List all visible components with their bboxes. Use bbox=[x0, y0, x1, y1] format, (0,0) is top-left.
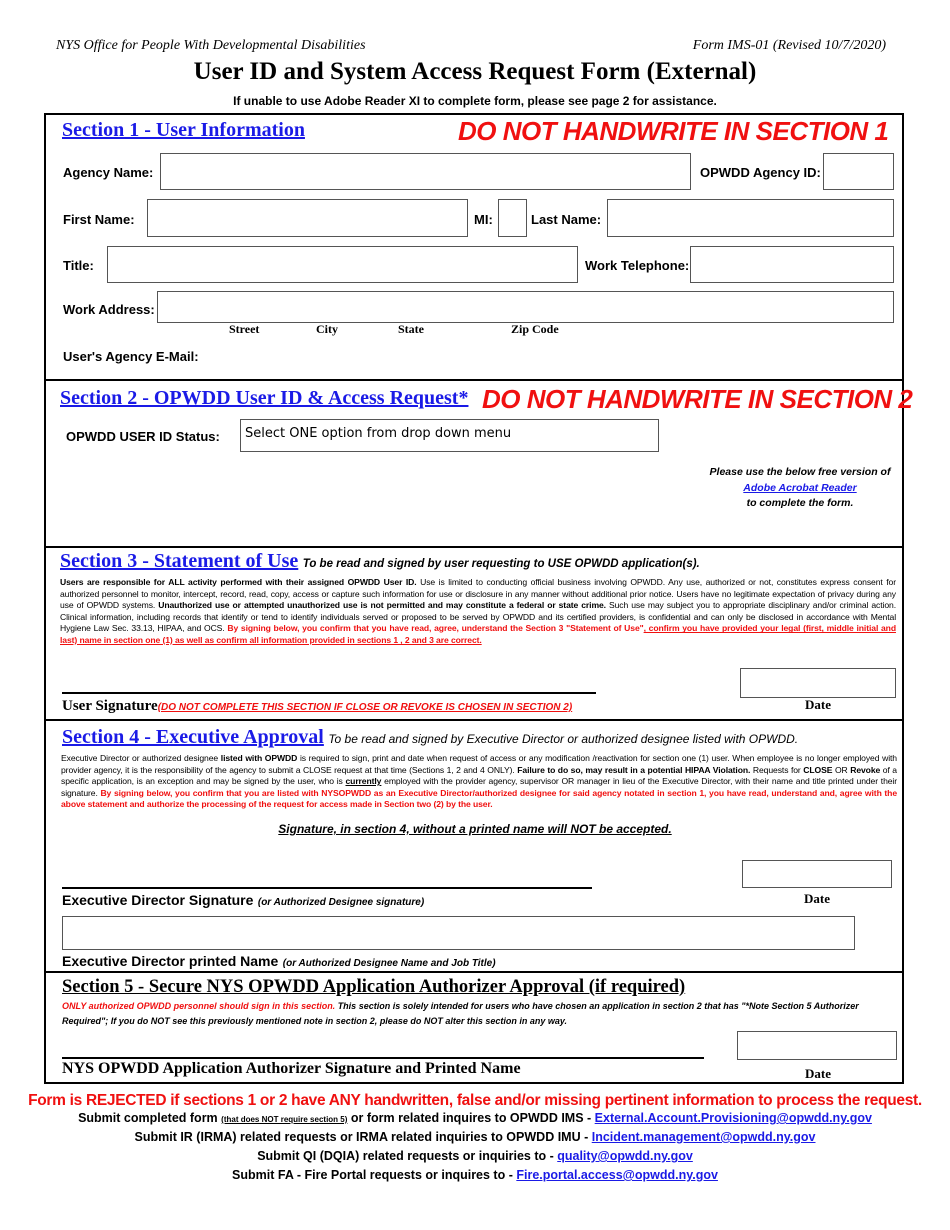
section4-header bbox=[62, 726, 798, 749]
s3-p3-red-underlined: , confirm you have provided your legal (first, middle initial and last) name in section one (1) as well as confirm all information provided in sections 1 , 2 and 3 are correct. bbox=[60, 623, 896, 645]
section3-subheading: To be read and signed by user requesting to USE OPWDD application(s). bbox=[302, 558, 700, 570]
s4-signature-note: Signature, in section 4, without a printed name will NOT be accepted. bbox=[278, 822, 672, 836]
submit-note: (that does NOT require section 5) bbox=[221, 1115, 348, 1124]
imu-email-link[interactable]: Incident.management@opwdd.ny.gov bbox=[591, 1130, 816, 1144]
submit-line-3 bbox=[0, 1149, 950, 1163]
submit-line-1 bbox=[0, 1111, 950, 1125]
section-divider bbox=[44, 719, 904, 721]
exec-date-label: Date bbox=[804, 891, 830, 906]
section3-heading: Section 3 - Statement of Use bbox=[60, 550, 299, 572]
user-date-label: Date bbox=[805, 697, 831, 712]
work-address-input[interactable] bbox=[157, 291, 894, 323]
section5-statement bbox=[62, 999, 892, 1029]
exec-signature-label: Executive Director Signature bbox=[62, 892, 254, 908]
submit-text: Submit FA - Fire Portal requests or inquires to - bbox=[232, 1168, 517, 1182]
mi-input[interactable] bbox=[498, 199, 527, 237]
s4-currently: currently bbox=[345, 776, 382, 787]
s4-text: Requests for bbox=[750, 764, 804, 775]
submit-text: Submit IR (IRMA) related requests or IRMA related inquiries to OPWDD IMU - bbox=[134, 1130, 592, 1144]
mi-label: MI: bbox=[474, 212, 493, 227]
s3-p1: Use is limited to conducting official business involving OPWDD. Any use, authorized or not, constitutes express consent for authorized personnel to monitor, intercept, record, read, copy, access or capture such information for use or disclosure in any manner without additional prior notice. Users have no legitimate expectation of privacy during any use of OPWDD systems. bbox=[60, 577, 896, 611]
user-signature-input[interactable] bbox=[62, 660, 596, 690]
s4-hipaa-warning: Failure to do so, may result in a potential HIPAA Violation. bbox=[517, 764, 751, 775]
section5-red-note: ONLY authorized OPWDD personnel should sign in this section. bbox=[62, 1001, 336, 1011]
agency-id-input[interactable] bbox=[823, 153, 894, 190]
section5-heading: Section 5 - Secure NYS OPWDD Application Authorizer Approval (if required) bbox=[62, 977, 686, 997]
user-date-input[interactable] bbox=[740, 668, 896, 698]
work-telephone-input[interactable] bbox=[690, 246, 894, 283]
exec-printed-name-input[interactable] bbox=[62, 916, 855, 950]
authorizer-signature-input[interactable] bbox=[62, 1026, 702, 1056]
form-id: Form IMS-01 (Revised 10/7/2020) bbox=[692, 38, 886, 53]
section-divider bbox=[44, 546, 904, 548]
last-name-input[interactable] bbox=[607, 199, 894, 237]
reader-note-line1: Please use the below free version of bbox=[709, 466, 891, 478]
submit-text: or form related inquires to OPWDD IMS - bbox=[347, 1111, 595, 1125]
email-input[interactable] bbox=[200, 343, 890, 367]
status-value: Select ONE option from drop down menu bbox=[245, 426, 512, 441]
authorizer-signature-line bbox=[62, 1057, 704, 1059]
user-signature-note: (DO NOT COMPLETE THIS SECTION IF CLOSE OR REVOKE IS CHOSEN IN SECTION 2) bbox=[157, 702, 573, 713]
s4-red-statement: By signing below, you confirm that you are listed with NYSOPWDD as an Executive Director/authorized designee for said agency notated in section 1, you have read, understand and, agree with the above statement and authorize the processing of the request for access made in Section two (2) by the user. bbox=[61, 787, 898, 810]
ims-email-link[interactable]: External.Account.Provisioning@opwdd.ny.gov bbox=[594, 1111, 872, 1125]
exec-date-input[interactable] bbox=[742, 860, 892, 888]
s4-text: Executive Director or authorized designee bbox=[61, 753, 221, 763]
authorizer-date-label: Date bbox=[805, 1066, 831, 1081]
form-subtitle: If unable to use Adobe Reader XI to complete form, please see page 2 for assistance. bbox=[233, 94, 717, 108]
agency-name-header: NYS Office for People With Developmental Disabilities bbox=[56, 38, 366, 53]
section-divider bbox=[44, 971, 904, 973]
section1-heading: Section 1 - User Information bbox=[62, 119, 305, 141]
section-divider bbox=[44, 379, 904, 381]
s3-p2: Such use may subject you to appropriate disciplinary and/or criminal action. Clinical information, including records that identify or tend to identify individuals served or proposed to be served by OPWDD and its certified providers, is confidential and can only be disclosed in accordance with Mental Hygiene Law Sec. 33.13, HIPAA, and OCS. bbox=[60, 600, 896, 634]
email-label: User's Agency E-Mail: bbox=[63, 349, 199, 364]
exec-signature-note: (or Authorized Designee signature) bbox=[257, 897, 425, 908]
work-telephone-label: Work Telephone: bbox=[585, 258, 690, 273]
s3-p2-bold: Unauthorized use or attempted unauthorized use is not permitted and may constitute a federal or state crime. bbox=[158, 600, 606, 611]
exec-signature-line bbox=[62, 887, 592, 889]
title-label: Title: bbox=[63, 258, 94, 273]
reader-note-line3: to complete the form. bbox=[746, 497, 854, 509]
rejection-notice: Form is REJECTED if sections 1 or 2 have ANY handwritten, false and/or missing pertinent information to process the request. bbox=[28, 1092, 922, 1109]
title-input[interactable] bbox=[107, 246, 578, 283]
s4-close: CLOSE bbox=[803, 764, 833, 775]
s3-p3-red: By signing below, you confirm that you have read, agree, understand the Section 3 "Statement of Use" bbox=[227, 623, 644, 634]
s3-p1-bold: Users are responsible for ALL activity performed with their assigned OPWDD User ID. bbox=[60, 577, 417, 587]
section5-text: This section is solely intended for users who have chosen an application in section 2 that has "*Note Section 5 Authorizer Required"; If you do NOT see this previously mentioned note in section 2, please do NOT alter this section in any way. bbox=[62, 1001, 859, 1026]
agency-id-label: OPWDD Agency ID: bbox=[700, 165, 821, 180]
fire-portal-email-link[interactable]: Fire.portal.access@opwdd.ny.gov bbox=[516, 1168, 718, 1182]
s4-text: employed with the provider agency, supervisor OR manager in lieu of the Executive Director, with their name and title printed under their signature. bbox=[61, 776, 897, 798]
section4-heading: Section 4 - Executive Approval bbox=[62, 726, 324, 748]
section5-header bbox=[62, 977, 685, 998]
submit-line-4 bbox=[0, 1168, 950, 1182]
exec-printed-caption bbox=[62, 953, 496, 971]
submit-text: Submit completed form bbox=[78, 1111, 222, 1125]
section4-subheading: To be read and signed by Executive Director or authorized designee listed with OPWDD. bbox=[328, 732, 799, 746]
authorizer-signature-label: NYS OPWDD Application Authorizer Signature and Printed Name bbox=[62, 1060, 521, 1077]
agency-name-label: Agency Name: bbox=[63, 165, 154, 180]
s4-text: of a specific application, is an exception and may be signed by the user, who is bbox=[61, 764, 897, 787]
exec-signature-caption bbox=[62, 892, 424, 910]
status-dropdown[interactable] bbox=[240, 419, 659, 452]
state-label: State bbox=[398, 322, 424, 336]
s4-text: OR bbox=[832, 764, 851, 775]
first-name-input[interactable] bbox=[147, 199, 468, 237]
work-address-label: Work Address: bbox=[63, 302, 155, 317]
exec-printed-note: (or Authorized Designee Name and Job Title) bbox=[282, 958, 496, 969]
form-title: User ID and System Access Request Form (External) bbox=[193, 58, 757, 85]
user-signature-label: User Signature bbox=[62, 698, 158, 714]
s4-text: is required to sign, print and date when request of access or any modification /reactivation for section one (1) user. When employee is no longer employed with provider agency, it is the responsibility of the agency to submit a CLOSE request at that time (Sections 1, 2 and 4 ONLY). bbox=[61, 753, 897, 775]
section2-warning: DO NOT HANDWRITE IN SECTION 2 bbox=[482, 384, 913, 414]
submit-line-2 bbox=[0, 1130, 950, 1144]
section3-statement bbox=[60, 577, 896, 647]
section2-heading: Section 2 - OPWDD User ID & Access Request* bbox=[60, 387, 469, 409]
status-label: OPWDD USER ID Status: bbox=[66, 429, 220, 444]
user-signature-caption bbox=[62, 697, 572, 715]
first-name-label: First Name: bbox=[63, 212, 135, 227]
authorizer-date-input[interactable] bbox=[737, 1031, 897, 1060]
submit-text: Submit QI (DQIA) related requests or inquiries to - bbox=[257, 1149, 558, 1163]
s4-revoke: Revoke bbox=[850, 764, 881, 775]
s4-bold: listed with OPWDD bbox=[220, 753, 298, 763]
section4-statement bbox=[61, 753, 897, 811]
quality-email-link[interactable]: quality@opwdd.ny.gov bbox=[557, 1149, 693, 1163]
section1-warning: DO NOT HANDWRITE IN SECTION 1 bbox=[458, 116, 889, 146]
section3-header bbox=[60, 550, 700, 573]
user-signature-line bbox=[62, 692, 596, 694]
adobe-reader-link[interactable]: Adobe Acrobat Reader bbox=[743, 481, 857, 494]
agency-name-input[interactable] bbox=[160, 153, 691, 190]
reader-note bbox=[700, 465, 900, 512]
exec-printed-label: Executive Director printed Name bbox=[62, 953, 279, 969]
city-label: City bbox=[316, 322, 338, 336]
zip-label: Zip Code bbox=[511, 322, 559, 336]
exec-signature-input[interactable] bbox=[62, 853, 592, 885]
street-label: Street bbox=[229, 322, 260, 336]
last-name-label: Last Name: bbox=[531, 212, 602, 227]
